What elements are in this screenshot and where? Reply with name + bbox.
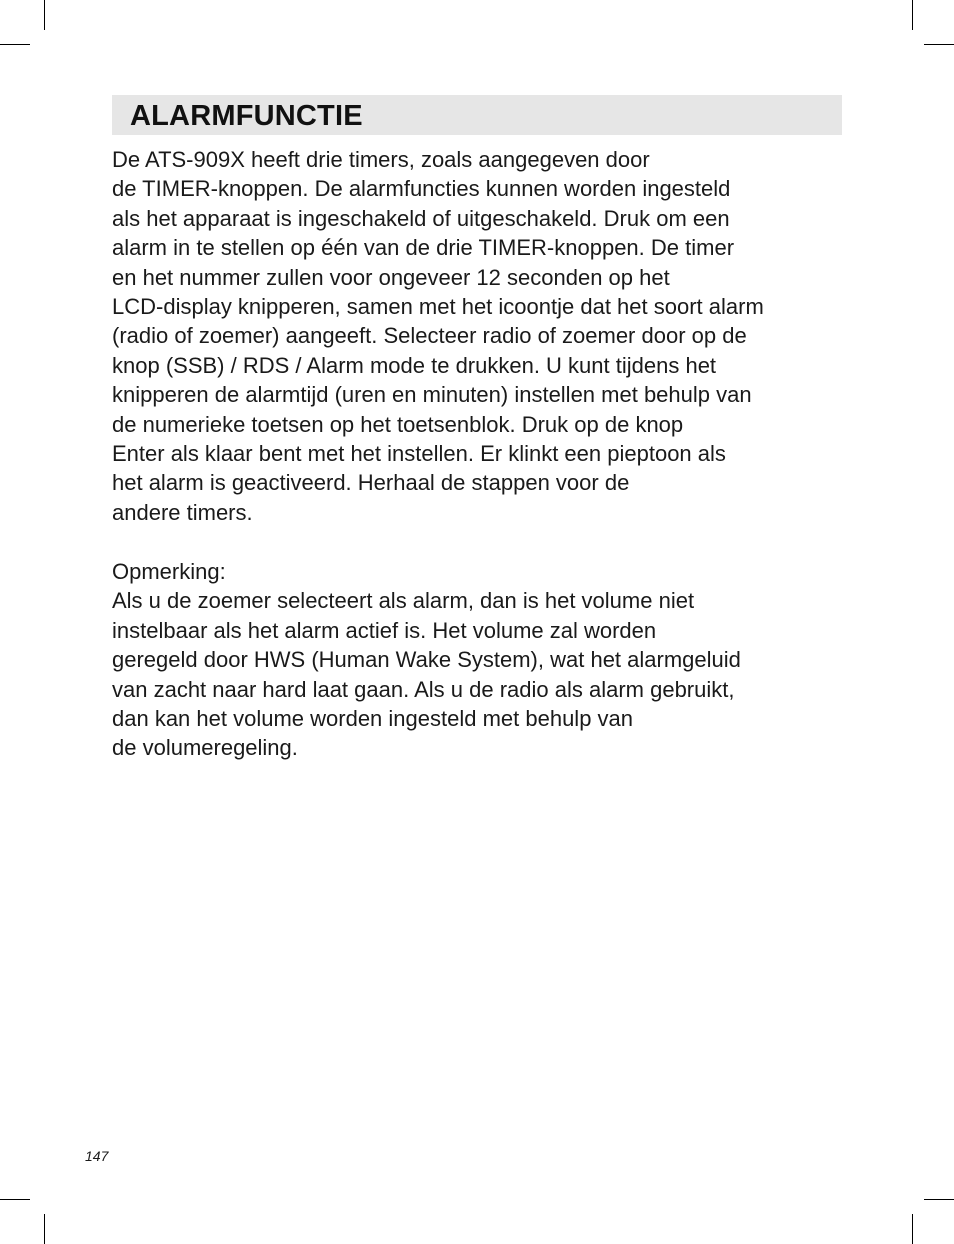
note-line: instelbaar als het alarm actief is. Het volume zal worden xyxy=(112,617,657,643)
body-paragraph xyxy=(112,145,852,527)
body-line: knipperen de alarmtijd (uren en minuten) instellen met behulp van xyxy=(112,382,752,408)
body-line: als het apparaat is ingeschakeld of uitgeschakeld. Druk om een xyxy=(112,205,730,231)
note-line: van zacht naar hard laat gaan. Als u de radio als alarm gebruikt, xyxy=(112,676,735,702)
section-heading: ALARMFUNCTIE xyxy=(130,100,363,132)
crop-mark-bottom-right-vertical xyxy=(912,1214,913,1244)
note-line: geregeld door HWS (Human Wake System), wat het alarmgeluid xyxy=(112,647,741,673)
crop-mark-bottom-left-vertical xyxy=(44,1214,45,1244)
body-line: het alarm is geactiveerd. Herhaal de stappen voor de xyxy=(112,470,630,496)
body-line: de TIMER-knoppen. De alarmfuncties kunnen worden ingesteld xyxy=(112,176,731,202)
body-line: de numerieke toetsen op het toetsenblok. Druk op de knop xyxy=(112,411,684,437)
body-line: alarm in te stellen op één van de drie TIMER-knoppen. De timer xyxy=(112,235,735,261)
note-line: dan kan het volume worden ingesteld met behulp van xyxy=(112,706,634,732)
body-line: en het nummer zullen voor ongeveer 12 seconden op het xyxy=(112,264,670,290)
crop-mark-top-right-vertical xyxy=(912,0,913,30)
section-heading-bar xyxy=(112,95,842,135)
crop-mark-bottom-left-horizontal xyxy=(0,1199,30,1200)
body-line: LCD-display knipperen, samen met het icoontje dat het soort alarm xyxy=(112,294,764,320)
body-line: De ATS-909X heeft drie timers, zoals aangegeven door xyxy=(112,147,650,172)
page-number: 147 xyxy=(85,1148,109,1164)
body-line: (radio of zoemer) aangeeft. Selecteer radio of zoemer door op de xyxy=(112,323,747,349)
note-line: de volumeregeling. xyxy=(112,735,298,761)
note-paragraph xyxy=(112,557,852,763)
body-line: knop (SSB) / RDS / Alarm mode te drukken. U kunt tijdens het xyxy=(112,352,717,378)
note-label: Opmerking: xyxy=(112,559,226,584)
body-line: andere timers. xyxy=(112,499,253,525)
crop-mark-top-left-vertical xyxy=(44,0,45,30)
note-line: Als u de zoemer selecteert als alarm, dan is het volume niet xyxy=(112,588,695,614)
body-line: Enter als klaar bent met het instellen. Er klinkt een pieptoon als xyxy=(112,441,726,467)
crop-mark-top-left-horizontal xyxy=(0,44,30,45)
crop-mark-bottom-right-horizontal xyxy=(924,1199,954,1200)
crop-mark-top-right-horizontal xyxy=(924,44,954,45)
